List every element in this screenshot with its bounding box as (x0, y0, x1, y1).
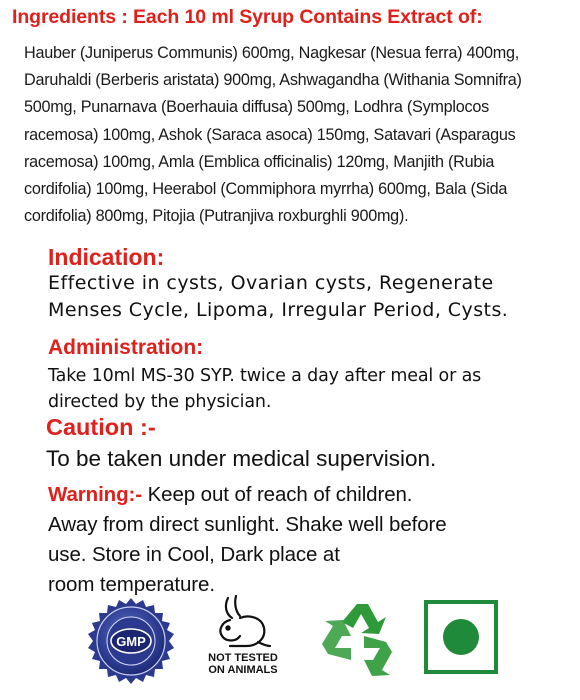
ingredients-list (24, 40, 544, 230)
warning-line: room temperature. (48, 573, 215, 596)
ingredients-line: 500mg, Punarnava (Boerhauia diffusa) 500mg, Lodhra (Symplocos (24, 98, 489, 117)
certification-badges (0, 592, 580, 692)
indication-line: Menses Cycle, Lipoma, Irregular Period, Cysts. (48, 299, 509, 321)
indication-heading: Indication: (48, 244, 165, 270)
gmp-text: GMP (116, 634, 146, 649)
veg-mark-icon (424, 600, 498, 674)
ingredients-line: racemosa) 100mg, Amla (Emblica officinalis) 120mg, Manjith (Rubia (24, 152, 495, 171)
warning-line: use. Store in Cool, Dark place at (48, 543, 340, 566)
not-tested-line1: NOT TESTED (208, 652, 278, 664)
warning-label: Warning:- (48, 483, 142, 506)
not-tested-on-animals-icon (200, 592, 286, 688)
ingredients-line: Hauber (Juniperus Communis) 600mg, Nagkesar (Nesua ferra) 400mg, (24, 44, 520, 62)
administration-line: directed by the physician. (48, 392, 272, 412)
administration-line: Take 10ml MS-30 SYP. twice a day after meal or as (48, 366, 482, 386)
ingredients-line: Daruhaldi (Berberis aristata) 900mg, Ashwagandha (Withania Somnifra) (24, 71, 522, 90)
indication-text (48, 270, 568, 324)
caution-heading: Caution :- (46, 414, 156, 440)
warning-block (48, 480, 568, 600)
ingredients-line: cordifolia) 800mg, Pitojia (Putranjiva roxburghli 900mg). (24, 207, 409, 226)
administration-text (48, 363, 568, 415)
gmp-seal-icon (86, 596, 176, 686)
recycle-icon (316, 598, 398, 680)
ingredients-line: cordifolia) 100mg, Heerabol (Commiphora myrrha) 600mg, Bala (Sida (24, 180, 508, 199)
not-tested-label (200, 652, 286, 676)
veg-dot (443, 619, 479, 655)
caution-text: To be taken under medical supervision. (46, 446, 437, 471)
warning-first-line (48, 480, 568, 510)
not-tested-line2: ON ANIMALS (208, 664, 278, 676)
ingredients-heading: Ingredients : Each 10 ml Syrup Contains Extract of: (12, 6, 483, 28)
indication-line: Effective in cysts, Ovarian cysts, Regenerate (48, 272, 494, 294)
ingredients-line: racemosa) 100mg, Ashok (Saraca asoca) 150mg, Satavari (Asparagus (24, 125, 516, 144)
warning-line: Away from direct sunlight. Shake well before (48, 513, 447, 536)
warning-text: Keep out of reach of children. (141, 483, 413, 506)
administration-heading: Administration: (48, 336, 204, 359)
